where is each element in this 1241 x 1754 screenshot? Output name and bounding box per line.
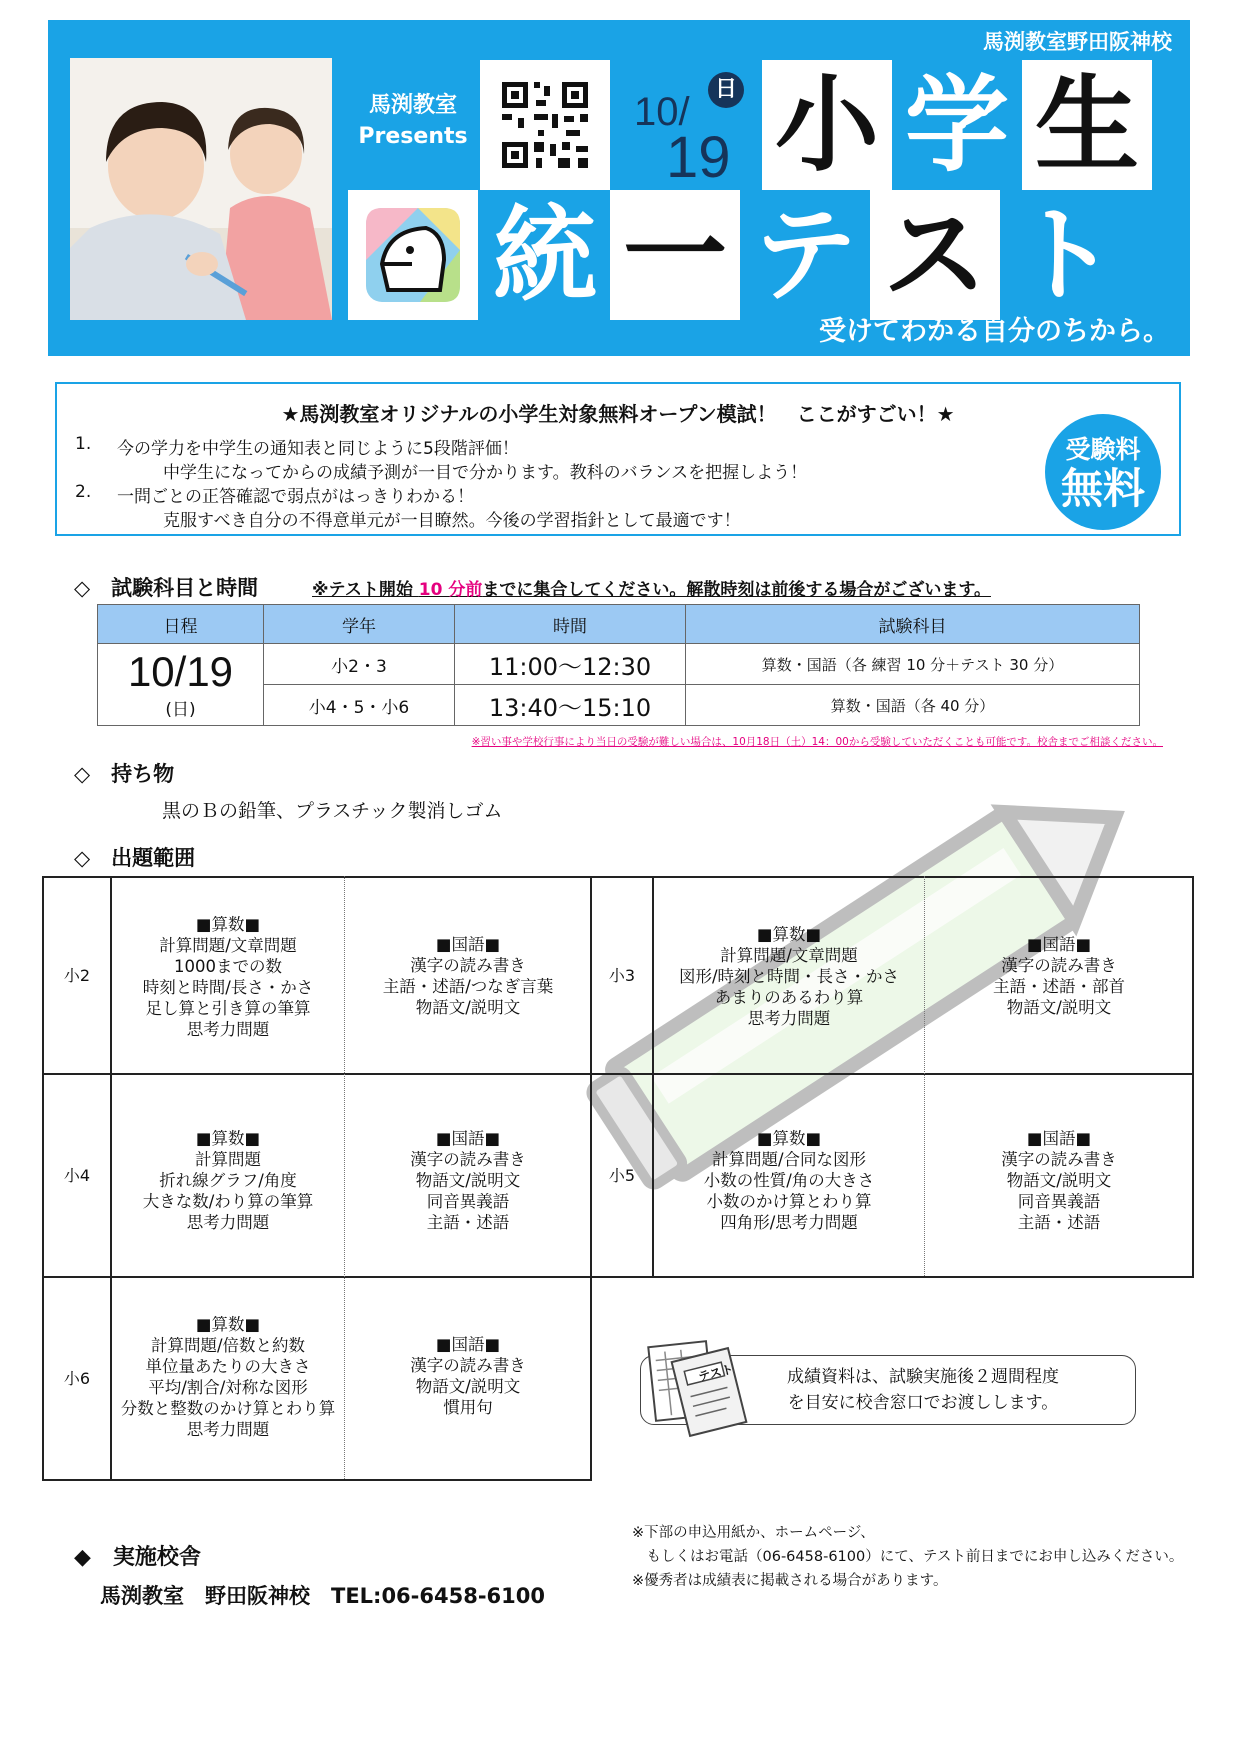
header-time: 時間 <box>455 605 686 644</box>
range-line: 主語・述語 <box>426 1213 510 1232</box>
table-row <box>98 644 1140 685</box>
range-line: ■国語■ <box>1026 935 1092 954</box>
range-line: 四角形/思考力問題 <box>720 1213 858 1232</box>
time-cell: 13:40～15:10 <box>455 685 686 726</box>
range-line: ■算数■ <box>756 925 822 944</box>
notice-highlight: 10 分前 <box>418 580 483 600</box>
point-subtext: 克服すべき自分の不得意単元が一目瞭然。今後の学習指針として最適です！ <box>163 511 741 531</box>
japanese-range-6 <box>346 1334 590 1418</box>
paper-label: テスト <box>696 1361 735 1385</box>
point-text: 一問ごとの正答確認で弱点がはっきりわかる！ <box>117 487 474 507</box>
qr-code[interactable] <box>480 60 610 190</box>
items-text: 黒のＢの鉛筆、プラスチック製消しゴム <box>162 800 503 822</box>
notice-post: までに集合してください。解散時刻は前後する場合がございます。 <box>482 580 991 600</box>
range-line: 折れ線グラフ/角度 <box>159 1171 297 1190</box>
footer-notes <box>632 1521 1183 1593</box>
range-line: ■算数■ <box>195 915 261 934</box>
title-char: ス <box>870 190 1000 320</box>
footer-note: もしくはお電話（06-6458-6100）にて、テスト前日までにお申し込みください。 <box>632 1549 1184 1565</box>
range-line: 同音異義語 <box>426 1192 510 1211</box>
range-line: 漢字の読み書き <box>410 956 526 975</box>
grade-label-6: 小6 <box>63 1369 91 1388</box>
japanese-range-5 <box>926 1128 1192 1233</box>
japanese-range-3 <box>926 934 1192 1018</box>
range-line: ■国語■ <box>435 935 501 954</box>
range-line: 足し算と引き算の筆算 <box>145 999 311 1018</box>
test-date <box>610 60 762 190</box>
subjects-cell: 算数・国語（各 練習 10 分＋テスト 30 分） <box>686 644 1140 685</box>
items-section-title: ◇ 持ち物 <box>74 762 175 786</box>
range-line: 計算問題/倍数と約数 <box>150 1336 306 1355</box>
school-tag: 馬渕教室野田阪神校 <box>983 30 1172 54</box>
intro-box <box>55 382 1181 536</box>
title-char: ト <box>1000 190 1130 320</box>
title-char: 統 <box>480 190 610 320</box>
range-line: 漢字の読み書き <box>410 1356 526 1375</box>
range-line: ■国語■ <box>1026 1129 1092 1148</box>
title-char: 小 <box>762 60 892 190</box>
date-weekday-badge: 日 <box>708 72 744 108</box>
point-number: 1. <box>75 434 92 454</box>
range-line: 物語文/説明文 <box>1006 1171 1112 1190</box>
schedule-table <box>97 604 1140 726</box>
range-line: 物語文/説明文 <box>415 1171 521 1190</box>
range-line: 計算問題/文章問題 <box>159 936 297 955</box>
range-line: 単位量あたりの大きさ <box>145 1357 311 1376</box>
intro-heading: ★馬渕教室オリジナルの小学生対象無料オープン模試！ ここがすごい！★ <box>281 402 955 426</box>
math-range-2 <box>112 914 344 1040</box>
presents-word: Presents <box>358 124 468 149</box>
footer-note: ※優秀者は成績表に掲載される場合があります。 <box>632 1573 948 1589</box>
date-day: 19 <box>666 125 731 190</box>
header-date: 日程 <box>98 605 264 644</box>
horse-logo <box>348 190 478 320</box>
range-line: 小数の性質/角の大きさ <box>703 1171 875 1190</box>
presents-brand: 馬渕教室 <box>368 93 457 118</box>
header-grade: 学年 <box>264 605 455 644</box>
range-line: 物語文/説明文 <box>415 998 521 1017</box>
range-line: 大きな数/わり算の筆算 <box>142 1192 314 1211</box>
slogan: 受けてわかる自分のちから。 <box>819 316 1170 347</box>
point-number: 2. <box>75 482 92 502</box>
range-line: ■算数■ <box>756 1129 822 1148</box>
math-range-6 <box>112 1314 344 1440</box>
point-text: 今の学力を中学生の通知表と同じように5段階評価！ <box>117 439 519 459</box>
title-char: 一 <box>610 190 740 320</box>
footer-note: ※下部の申込用紙か、ホームページ、 <box>632 1525 875 1541</box>
range-line: 漢字の読み書き <box>1001 956 1117 975</box>
title-char: 学 <box>892 60 1022 190</box>
range-line: 物語文/説明文 <box>415 1377 521 1396</box>
header-banner <box>48 20 1190 356</box>
range-line: 物語文/説明文 <box>1006 998 1112 1017</box>
makeup-date-note: ※習い事や学校行事により当日の受験が難しい場合は、10月18日（土）14：00から受験していただくことも可能です。校舎までご相談ください。 <box>471 736 1163 748</box>
badge-line2: 無料 <box>1060 464 1145 513</box>
badge-line1: 受験料 <box>1065 435 1141 464</box>
range-line: ■国語■ <box>435 1129 501 1148</box>
range-line: 思考力問題 <box>186 1213 270 1232</box>
range-line: 思考力問題 <box>186 1420 270 1439</box>
range-line: 漢字の読み書き <box>1001 1150 1117 1169</box>
range-line: ■算数■ <box>195 1129 261 1148</box>
date-cell <box>98 644 264 726</box>
range-line: 計算問題/文章問題 <box>720 946 858 965</box>
range-line: 平均/割合/対称な図形 <box>148 1378 308 1397</box>
date-month: 10/ <box>634 90 690 134</box>
presents-label <box>348 90 478 152</box>
venue-section-title: ◆ 実施校舎 <box>74 1545 201 1570</box>
students-photo <box>70 58 332 320</box>
range-line: 同音異義語 <box>1017 1192 1101 1211</box>
range-line: 分数と整数のかけ算とわり算 <box>120 1399 336 1418</box>
japanese-range-4 <box>346 1128 590 1233</box>
range-line: 思考力問題 <box>747 1009 831 1028</box>
schedule-section-title: ◇ 試験科目と時間 <box>74 576 259 600</box>
grade-label-5: 小5 <box>608 1166 636 1185</box>
range-line: 主語・述語・部首 <box>993 977 1125 996</box>
range-section-title: ◇ 出題範囲 <box>74 846 196 870</box>
range-line: 1000までの数 <box>174 957 282 976</box>
range-line: 時刻と時間/長さ・かさ <box>142 978 314 997</box>
range-line: 計算問題 <box>195 1150 261 1169</box>
subjects-cell: 算数・国語（各 40 分） <box>686 685 1140 726</box>
math-range-3 <box>654 924 924 1029</box>
venue-school: 馬渕教室 野田阪神校 TEL:06-6458-6100 <box>100 1584 545 1608</box>
grade-label-2: 小2 <box>63 966 91 985</box>
grade-cell: 小4・5・小6 <box>264 685 455 726</box>
results-line1: 成績資料は、試験実施後２週間程度 <box>787 1367 1059 1387</box>
notice-pre: ※テスト開始 <box>312 580 419 600</box>
title-char: テ <box>740 190 870 320</box>
free-fee-badge <box>1045 414 1161 530</box>
grade-label-3: 小3 <box>608 966 636 985</box>
grade-cell: 小2・3 <box>264 644 455 685</box>
range-line: 慣用句 <box>443 1398 493 1417</box>
range-line: 小数のかけ算とわり算 <box>706 1192 872 1211</box>
date-value: 10/19 <box>127 648 234 695</box>
results-line2: を目安に校舎窓口でお渡しします。 <box>787 1393 1059 1413</box>
range-line: あまりのあるわり算 <box>714 988 864 1007</box>
math-range-5 <box>654 1128 924 1233</box>
range-line: 主語・述語/つなぎ言葉 <box>382 977 554 996</box>
japanese-range-2 <box>346 934 590 1018</box>
range-line: 図形/時刻と時間・長さ・かさ <box>678 967 900 986</box>
date-weekday: (日) <box>165 700 196 720</box>
range-line: 漢字の読み書き <box>410 1150 526 1169</box>
point-subtext: 中学生になってからの成績予測が一目で分かります。教科のバランスを把握しよう！ <box>163 463 808 483</box>
range-line: ■国語■ <box>435 1335 501 1354</box>
math-range-4 <box>112 1128 344 1233</box>
range-line: 思考力問題 <box>186 1020 270 1039</box>
test-papers-icon <box>644 1330 754 1440</box>
schedule-header-row <box>98 605 1140 644</box>
arrival-notice <box>312 575 991 600</box>
range-line: ■算数■ <box>195 1315 261 1334</box>
range-line: 計算問題/合同な図形 <box>711 1150 867 1169</box>
time-cell: 11:00～12:30 <box>455 644 686 685</box>
header-subjects: 試験科目 <box>686 605 1140 644</box>
title-char: 生 <box>1022 60 1152 190</box>
grade-label-4: 小4 <box>63 1166 91 1185</box>
range-line: 主語・述語 <box>1017 1213 1101 1232</box>
